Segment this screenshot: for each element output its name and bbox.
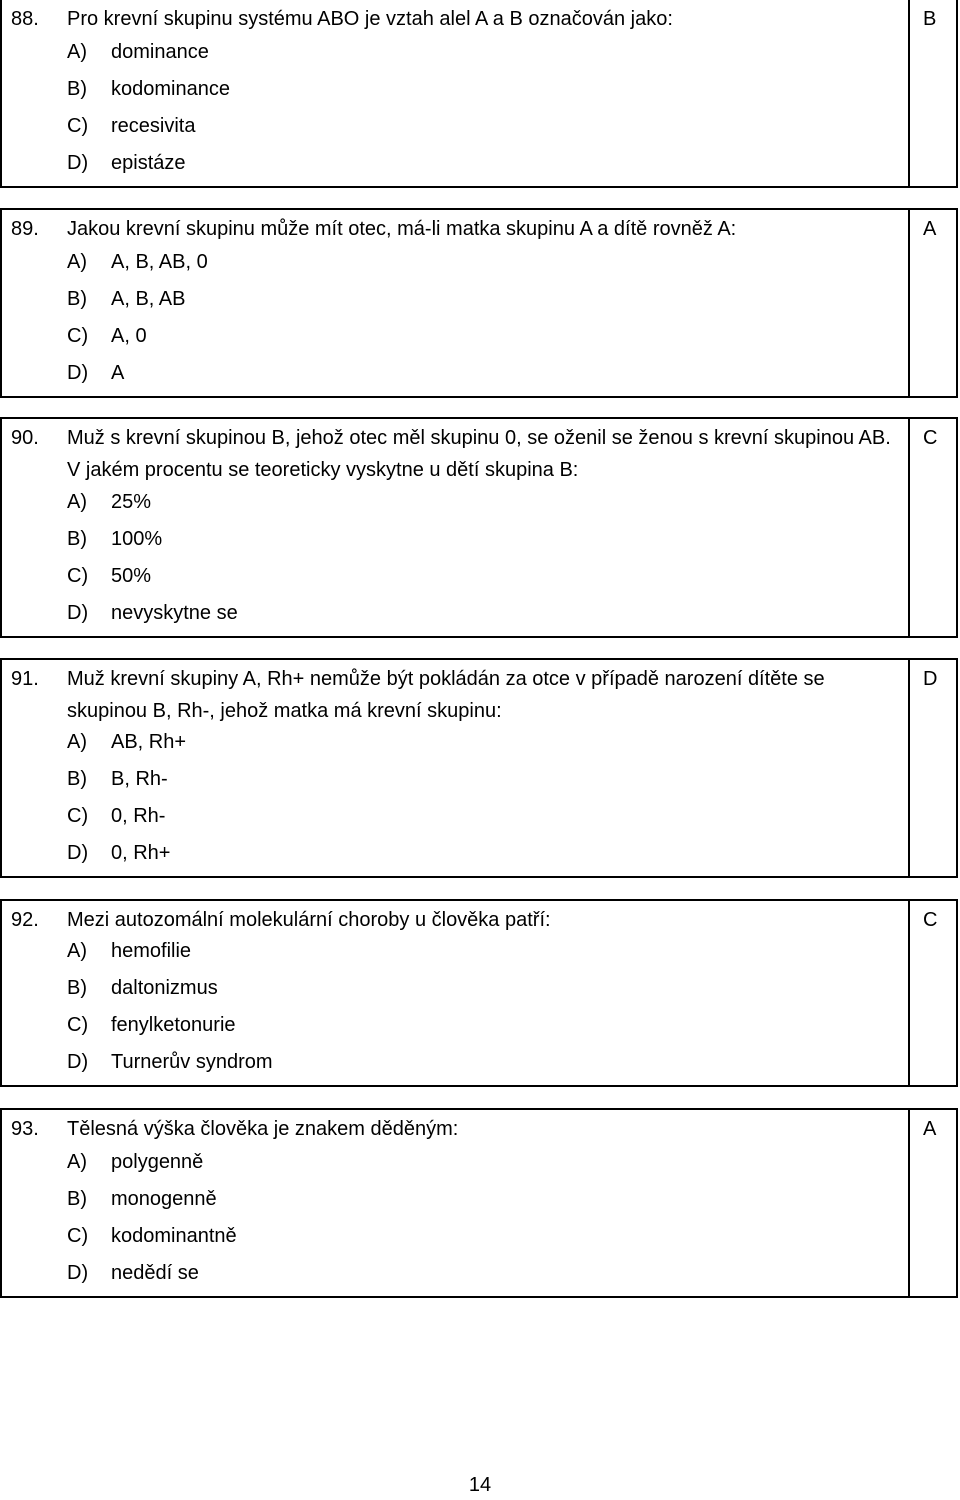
option-text: kodominantně [111, 1225, 237, 1247]
option-label: B) [67, 528, 87, 550]
question-number: 93. [11, 1118, 39, 1140]
option-label: B) [67, 288, 87, 310]
option-text: daltonizmus [111, 977, 218, 999]
question-block [0, 0, 958, 188]
page-number: 14 [468, 1474, 492, 1496]
option-label: C) [67, 1225, 89, 1247]
answer-key: C [923, 427, 938, 449]
answer-cell [908, 419, 956, 636]
option-item [67, 1144, 898, 1181]
option-item [67, 34, 898, 71]
option-label: D) [67, 1262, 89, 1284]
option-text: fenylketonurie [111, 1014, 236, 1036]
option-list [67, 724, 898, 872]
option-item [67, 761, 898, 798]
answer-key: A [923, 218, 937, 240]
option-label: C) [67, 115, 89, 137]
option-label: C) [67, 805, 89, 827]
option-text: 50% [111, 565, 152, 587]
question-text: Mezi autozomální molekulární choroby u člověka patří: [67, 909, 551, 931]
answer-cell [908, 660, 956, 876]
option-item [67, 1218, 898, 1255]
question-body [2, 1110, 908, 1296]
question-text: Muž s krevní skupinou B, jehož otec měl skupinu 0, se oženil se ženou s krevní skupinou AB. V jakém procentu se teoreticky vyskytne u dětí skupina B: [67, 427, 891, 481]
question-body [2, 660, 908, 876]
option-text: monogenně [111, 1188, 217, 1210]
answer-key: C [923, 909, 938, 931]
option-item [67, 108, 898, 145]
question-body [2, 901, 908, 1085]
option-item [67, 1181, 898, 1218]
option-list [67, 1144, 898, 1292]
question-text: Muž krevní skupiny A, Rh+ nemůže být pokládán za otce v případě narození dítěte se skupinou B, Rh-, jehož matka má krevní skupinu: [67, 668, 825, 722]
option-text: 25% [111, 491, 152, 513]
option-text: A, B, AB, 0 [111, 251, 208, 273]
option-item [67, 558, 898, 595]
option-label: A) [67, 251, 87, 273]
option-item [67, 484, 898, 521]
option-label: D) [67, 152, 89, 174]
option-item [67, 145, 898, 182]
option-label: A) [67, 1151, 87, 1173]
option-label: D) [67, 1051, 89, 1073]
question-number: 88. [11, 8, 39, 30]
question-body [2, 210, 908, 396]
question-number: 90. [11, 427, 39, 449]
question-block [0, 208, 958, 398]
answer-key: A [923, 1118, 937, 1140]
question-body [2, 0, 908, 186]
option-item [67, 1007, 898, 1044]
option-text: B, Rh- [111, 768, 168, 790]
question-block [0, 1108, 958, 1298]
option-text: A, B, AB [111, 288, 186, 310]
option-label: B) [67, 78, 87, 100]
option-item [67, 1255, 898, 1292]
option-text: 0, Rh+ [111, 842, 171, 864]
option-label: C) [67, 1014, 89, 1036]
option-label: D) [67, 362, 89, 384]
answer-cell [908, 0, 956, 186]
option-text: hemofilie [111, 940, 192, 962]
option-item [67, 281, 898, 318]
option-text: nedědí se [111, 1262, 199, 1284]
option-text: kodominance [111, 78, 230, 100]
option-text: AB, Rh+ [111, 731, 187, 753]
option-label: D) [67, 602, 89, 624]
question-number: 91. [11, 668, 39, 690]
option-label: C) [67, 565, 89, 587]
answer-key: B [923, 8, 937, 30]
option-item [67, 835, 898, 872]
option-item [67, 71, 898, 108]
option-text: nevyskytne se [111, 602, 238, 624]
answer-cell [908, 901, 956, 1085]
question-body [2, 419, 908, 636]
question-text: Pro krevní skupinu systému ABO je vztah alel A a B označován jako: [67, 8, 673, 30]
option-list [67, 34, 898, 182]
option-item [67, 724, 898, 761]
option-list [67, 933, 898, 1081]
question-number: 92. [11, 909, 39, 931]
option-text: recesivita [111, 115, 196, 137]
option-item [67, 933, 898, 970]
option-text: 100% [111, 528, 163, 550]
answer-cell [908, 210, 956, 396]
question-block [0, 417, 958, 638]
option-label: D) [67, 842, 89, 864]
option-label: A) [67, 731, 87, 753]
question-block [0, 658, 958, 878]
question-block [0, 899, 958, 1087]
answer-key: D [923, 668, 938, 690]
option-label: B) [67, 768, 87, 790]
question-text: Tělesná výška člověka je znakem děděným: [67, 1118, 459, 1140]
answer-cell [908, 1110, 956, 1296]
option-label: C) [67, 325, 89, 347]
option-item [67, 318, 898, 355]
question-text: Jakou krevní skupinu může mít otec, má-li matka skupinu A a dítě rovněž A: [67, 218, 737, 240]
option-item [67, 595, 898, 632]
option-item [67, 355, 898, 392]
option-text: Turnerův syndrom [111, 1051, 273, 1073]
option-label: A) [67, 41, 87, 63]
option-text: polygenně [111, 1151, 204, 1173]
option-list [67, 484, 898, 632]
option-text: dominance [111, 41, 209, 63]
option-label: B) [67, 1188, 87, 1210]
option-text: epistáze [111, 152, 186, 174]
question-number: 89. [11, 218, 39, 240]
option-label: A) [67, 940, 87, 962]
option-text: A, 0 [111, 325, 147, 347]
option-list [67, 244, 898, 392]
option-item [67, 798, 898, 835]
option-item [67, 970, 898, 1007]
option-item [67, 1044, 898, 1081]
option-item [67, 244, 898, 281]
option-label: B) [67, 977, 87, 999]
option-label: A) [67, 491, 87, 513]
option-text: A [111, 362, 125, 384]
option-text: 0, Rh- [111, 805, 166, 827]
option-item [67, 521, 898, 558]
